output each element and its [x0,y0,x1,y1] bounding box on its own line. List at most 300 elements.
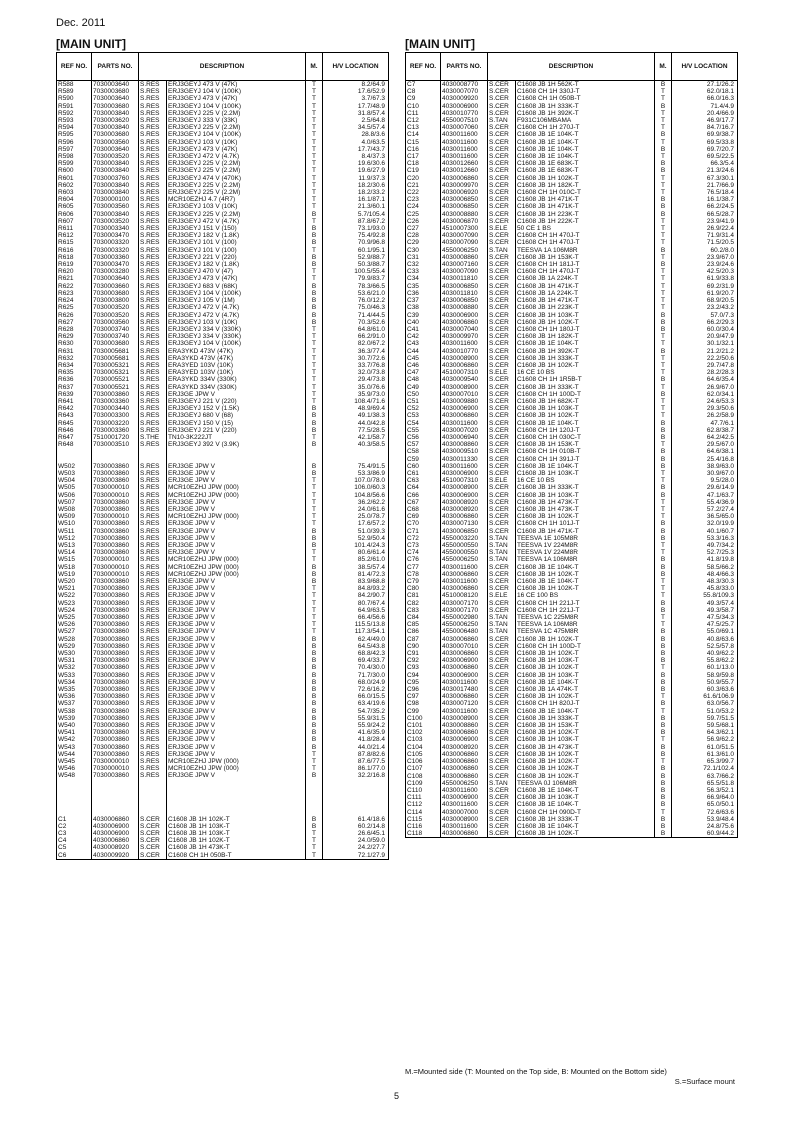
table-row [57,297,389,304]
table-row [57,376,389,383]
hv-location: 100.5/55.4 [323,268,389,275]
parts-no: 4030011600 [441,578,488,585]
table-row [406,146,738,153]
part-type: S.CER [488,211,516,218]
hv-location: 78.3/66.5 [323,283,389,290]
part-type: S.CER [488,758,516,765]
parts-no: 7030003860 [92,744,139,751]
part-type: S.RES [139,340,167,347]
hv-location: 107.0/78.0 [323,477,389,484]
description: C1608 JB 1H 102K-T [516,751,655,758]
hv-location: 59.7/51.5 [672,715,738,722]
hv-location: 28.2/28.3 [672,369,738,376]
description: ERA3YKD 334V (330K) [167,376,306,383]
parts-no: 4510008120 [441,592,488,599]
table-row [406,715,738,722]
ref-no: C71 [406,528,441,535]
description: ERJ3GEYJ 333 V (33K) [167,117,306,124]
parts-no: 7030003860 [92,528,139,535]
mount-side: T [655,758,672,765]
table-row [57,571,389,578]
parts-no: 4030006900 [441,312,488,319]
parts-no: 4030009880 [441,398,488,405]
hv-location: 65.5/51.8 [672,780,738,787]
description: ERJ3GEYJ 150 V (15) [167,420,306,427]
mount-side: B [655,420,672,427]
mount-side: T [655,708,672,715]
table-row [57,600,389,607]
part-type: S.RES [139,304,167,311]
hv-location: 104.8/56.6 [323,492,389,499]
parts-no: 4030006850 [441,297,488,304]
ref-no: W532 [57,664,92,671]
ref-no: W503 [57,470,92,477]
mount-side: T [655,384,672,391]
description: C1608 CH 1H 820J-T [516,700,655,707]
part-type: S.RES [139,592,167,599]
table-row [57,290,389,297]
hv-location: 23.9/24.6 [672,261,738,268]
parts-no: 4030011600 [441,787,488,794]
part-type: S.RES [139,729,167,736]
description: ERJ3GE JPW V [167,477,306,484]
part-type: S.CER [488,528,516,535]
ref-no: W509 [57,513,92,520]
part-type: S.RES [139,139,167,146]
description: 16 CE 100 BS [516,592,655,599]
part-type [139,787,167,794]
parts-no: 4030007060 [441,124,488,131]
table-row [406,81,738,89]
hv-location: 48.4/66.3 [672,571,738,578]
mount-side: T [655,809,672,816]
column-header-description: DESCRIPTION [488,53,655,81]
part-type: S.CER [488,448,516,455]
ref-no: C14 [406,131,441,138]
mount-side: T [655,95,672,102]
table-row [57,830,389,837]
table-row [406,312,738,319]
description: ERJ3GEYJ 225 V (2.2M) [167,211,306,218]
table-row [406,794,738,801]
description: C1608 JB 1H 471K-T [516,528,655,535]
description: C1608 JB 1H 103K-T [516,492,655,499]
table-row [57,672,389,679]
hv-location: 66.2/24.5 [672,203,738,210]
part-type: S.RES [139,542,167,549]
part-type: S.CER [488,729,516,736]
description: ERJ3GE JPW V [167,744,306,751]
hv-location: 41.8/28.4 [323,736,389,743]
parts-no: 7030003860 [92,463,139,470]
mount-side: B [306,823,323,830]
hv-location: 36.2/62.2 [323,499,389,506]
mount-side: B [306,239,323,246]
hv-location: 63.4/19.6 [323,700,389,707]
parts-no: 4550006480 [441,628,488,635]
hv-location [323,456,389,463]
description: C1608 JB 1H 103K-T [516,657,655,664]
table-row [57,722,389,729]
table-row [406,405,738,412]
table-row [57,549,389,556]
description: ERJ3GE JPW V [167,578,306,585]
ref-no: C73 [406,542,441,549]
hv-location: 3.7/67.3 [323,95,389,102]
ref-no: W528 [57,636,92,643]
parts-no: 4030011600 [441,564,488,571]
description: ERJ3GE JPW V [167,715,306,722]
description: ERJ3GE JPW V [167,592,306,599]
mount-side: B [306,650,323,657]
hv-location: 21.3/60.1 [323,203,389,210]
table-row [57,239,389,246]
part-type: S.CER [488,463,516,470]
table-row [57,131,389,138]
part-type: S.CER [488,88,516,95]
description: C1608 JB 1H 102K-T [516,830,655,838]
parts-no: 4030011600 [441,679,488,686]
mount-side: T [306,369,323,376]
part-type: S.THE [139,434,167,441]
part-type: S.CER [488,643,516,650]
hv-location: 16.1/38.7 [672,196,738,203]
description: TEESVA 1A 106M8R [516,621,655,628]
part-type: S.CER [488,600,516,607]
part-type: S.CER [488,492,516,499]
mount-side: B [655,722,672,729]
parts-no: 4030006850 [441,528,488,535]
description: ERJ3GEYJ 151 V (150) [167,225,306,232]
parts-no: 4510007300 [441,225,488,232]
ref-no: C3 [57,830,92,837]
ref-no: C81 [406,592,441,599]
ref-no: C101 [406,722,441,729]
part-type: S.RES [139,81,167,89]
description: C1608 JB 1E 683K-T [516,167,655,174]
mount-side: B [306,528,323,535]
description: C1608 CH 1H 100D-T [516,643,655,650]
description: C1608 JB 1H 103K-T [516,672,655,679]
parts-no: 7030003520 [92,312,139,319]
description: MCR10EZHJ JPW (000) [167,564,306,571]
part-type: S.CER [488,391,516,398]
ref-no: C35 [406,283,441,290]
hv-location: 25.4/16.8 [672,456,738,463]
ref-no: W546 [57,765,92,772]
mount-side: B [306,463,323,470]
parts-no: 4030008770 [441,81,488,89]
ref-no: R597 [57,146,92,153]
hv-location: 55.0/69.1 [672,628,738,635]
mount-side: T [655,664,672,671]
ref-no: C16 [406,146,441,153]
parts-no: 7030003840 [92,189,139,196]
mount-side: T [655,621,672,628]
parts-no: 4550000550 [441,549,488,556]
parts-no: 7030003680 [92,131,139,138]
ref-no: C26 [406,218,441,225]
ref-no: C92 [406,657,441,664]
hv-location: 19.6/30.6 [323,160,389,167]
table-row [406,564,738,571]
parts-no [92,780,139,787]
table-row [406,167,738,174]
table-row [57,744,389,751]
part-type [139,456,167,463]
ref-no: C56 [406,434,441,441]
ref-no: R605 [57,203,92,210]
part-type: S.RES [139,398,167,405]
table-row [406,189,738,196]
mount-side: T [306,153,323,160]
mount-side: B [655,160,672,167]
table-row [406,160,738,167]
mount-side: B [655,319,672,326]
table-row [406,773,738,780]
parts-no: 4030008900 [441,816,488,823]
ref-no: R629 [57,333,92,340]
hv-location: 84.8/93.2 [323,585,389,592]
ref-no: C4 [57,837,92,844]
part-type: S.CER [488,189,516,196]
description: ERJ3GEYJ 182 V (1.8K) [167,261,306,268]
column-header-description: DESCRIPTION [139,53,306,81]
part-type: S.RES [139,182,167,189]
mount-side: T [655,117,672,124]
parts-no: 4030006900 [92,830,139,837]
hv-location: 55.8/109.3 [672,592,738,599]
section-title-left: [MAIN UNIT] [56,37,126,51]
part-type: S.CER [488,715,516,722]
table-row [406,232,738,239]
hv-location: 70.3/52.6 [323,319,389,326]
hv-location: 24.8/75.6 [672,823,738,830]
table-row [406,247,738,254]
description: C1608 CH 1H 010C-T [516,189,655,196]
parts-no: 7030000010 [92,571,139,578]
mount-side: B [306,700,323,707]
part-type: S.RES [139,520,167,527]
table-row [57,499,389,506]
table-row [406,809,738,816]
ref-no: W504 [57,477,92,484]
hv-location: 49.1/38.3 [323,412,389,419]
mount-side: T [306,765,323,772]
mount-side: T [306,340,323,347]
hv-location: 71.4/44.5 [323,312,389,319]
mount-side: T [655,333,672,340]
description [167,448,306,455]
ref-no: W505 [57,484,92,491]
part-type: S.RES [139,391,167,398]
ref-no: C85 [406,621,441,628]
description: ERJ3GE JPW V [167,729,306,736]
description [167,794,306,801]
table-row [406,693,738,700]
description: ERJ3GEYJ 221 V (220) [167,398,306,405]
table-row [57,772,389,779]
description: ERA3YKD 473V (47K) [167,348,306,355]
mount-side: T [655,182,672,189]
parts-no: 4030006860 [441,693,488,700]
hv-location: 66.4/56.6 [323,614,389,621]
parts-no: 7030003520 [92,153,139,160]
part-type: S.CER [488,801,516,808]
part-type: S.CER [488,823,516,830]
description: C1608 JB 1H 473K-T [516,744,655,751]
description: C1608 JB 1H 103K-T [516,736,655,743]
ref-no: C84 [406,614,441,621]
mount-side: T [306,88,323,95]
ref-no: C27 [406,225,441,232]
part-type: S.CER [488,657,516,664]
parts-no: 4030009510 [441,448,488,455]
parts-no: 4030008920 [92,844,139,851]
part-type: S.CER [488,333,516,340]
part-type: S.RES [139,88,167,95]
hv-location: 68.9/20.5 [672,297,738,304]
hv-location: 46.9/17.7 [672,117,738,124]
hv-location: 8.4/37.3 [323,153,389,160]
ref-no: R602 [57,182,92,189]
description: ERJ3GEYJ 105 V (1M) [167,297,306,304]
hv-location: 68.0/24.9 [323,679,389,686]
ref-no: R601 [57,175,92,182]
parts-no: 7030003660 [92,283,139,290]
description: ERJ3GEYJ 473 V (47K) [167,275,306,282]
part-type: S.RES [139,758,167,765]
hv-location: 47.7/6.1 [672,420,738,427]
ref-no: C59 [406,456,441,463]
description: ERJ3GE JPW V [167,506,306,513]
parts-no: 7030005521 [92,376,139,383]
description: C1608 CH 1H 181J-T [516,261,655,268]
ref-no: R621 [57,275,92,282]
ref-no: C93 [406,664,441,671]
mount-side: T [306,600,323,607]
parts-no: 4030007090 [441,239,488,246]
part-type: S.TAN [488,556,516,563]
hv-location: 52.9/88.7 [323,254,389,261]
part-type: S.CER [488,751,516,758]
table-row [57,110,389,117]
mount-side: B [655,103,672,110]
ref-no: C8 [406,88,441,95]
table-row [406,686,738,693]
mount-side: T [306,362,323,369]
table-row [57,456,389,463]
hv-location: 72.6/16.2 [323,686,389,693]
parts-no: 4030006860 [441,729,488,736]
ref-no: R591 [57,103,92,110]
part-type: S.CER [139,844,167,851]
table-row [406,585,738,592]
description: C1608 JB 1H 222K-T [516,218,655,225]
part-type: S.CER [139,830,167,837]
parts-no: 7030003860 [92,614,139,621]
hv-location: 115.5/13.8 [323,621,389,628]
column-header-ref: REF NO. [57,53,92,81]
parts-no: 7030003860 [92,736,139,743]
part-type: S.RES [139,369,167,376]
ref-no: W508 [57,506,92,513]
hv-location: 40.1/60.7 [672,528,738,535]
part-type: S.CER [488,578,516,585]
hv-location: 69.2/31.9 [672,283,738,290]
ref-no: W525 [57,614,92,621]
ref-no: C69 [406,513,441,520]
parts-no: 7030003840 [92,167,139,174]
ref-no: W545 [57,758,92,765]
mount-side: T [306,333,323,340]
parts-no: 7030003760 [92,175,139,182]
description: ERJ3GE JPW V [167,708,306,715]
table-row [57,362,389,369]
description: C1608 CH 1H 101J-T [516,520,655,527]
mount-side: T [306,124,323,131]
table-row [57,823,389,830]
description: C1608 CH 1H 180J-T [516,326,655,333]
parts-no: 7030003340 [92,225,139,232]
table-row [57,542,389,549]
hv-location: 66.3/5.4 [672,160,738,167]
table-row [406,391,738,398]
parts-no: 7030003860 [92,643,139,650]
hv-location: 75.0/46.3 [323,304,389,311]
hv-location: 61.4/18.6 [323,816,389,823]
parts-no: 4030008900 [441,384,488,391]
part-type: S.RES [139,427,167,434]
parts-no: 4030006900 [441,794,488,801]
table-row [406,182,738,189]
hv-location: 8.2/64.9 [323,81,389,89]
part-type: S.RES [139,124,167,131]
part-type: S.CER [488,196,516,203]
part-type: S.RES [139,607,167,614]
description: ERJ3GE JPW V [167,679,306,686]
ref-no: C108 [406,773,441,780]
table-row [57,304,389,311]
ref-no: C100 [406,715,441,722]
part-type: S.RES [139,110,167,117]
part-type: S.RES [139,261,167,268]
table-row [406,175,738,182]
part-type: S.CER [488,297,516,304]
parts-no: 7030003860 [92,499,139,506]
ref-no: C77 [406,564,441,571]
parts-no: 7030003360 [92,427,139,434]
mount-side: B [306,211,323,218]
mount-side: T [655,275,672,282]
footnote-surface-mount: S.=Surface mount [674,1077,735,1086]
mount-side: B [655,657,672,664]
hv-location: 20.9/47.9 [672,333,738,340]
ref-no: W510 [57,520,92,527]
parts-no: 4030006920 [441,189,488,196]
table-row [57,348,389,355]
mount-side: B [306,535,323,542]
hv-location: 29.3/50.6 [672,405,738,412]
part-type: S.CER [488,484,516,491]
table-row [57,103,389,110]
part-type: S.CER [488,816,516,823]
table-row [57,167,389,174]
part-type: S.CER [488,362,516,369]
hv-location: 69.5/22.5 [672,153,738,160]
mount-side: T [306,139,323,146]
hv-location [323,787,389,794]
